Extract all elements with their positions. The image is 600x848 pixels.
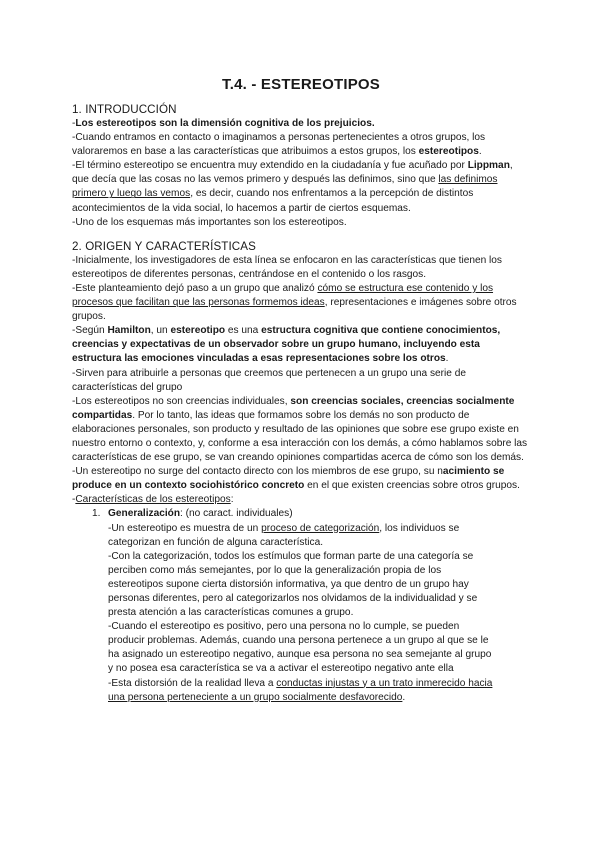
bold-text: estereotipos	[418, 146, 479, 158]
underlined-text: las definimos primero y luego las vemos	[72, 174, 498, 200]
paragraph: -Uno de los esquemas más importantes son los estereotipos.	[72, 216, 347, 228]
bold-text: estereotipo	[170, 325, 226, 337]
bold-text: Los estereotipos son la dimensión cognitiva de los prejuicios.	[75, 118, 375, 129]
text: -El término estereotipo se encuentra muy extendido en la ciudadanía y fue acuñado por	[72, 160, 468, 172]
text: , es decir, cuando nos enfrentamos a la percepción de distintos acontecimientos de la vida social, lo hacemos a partir de ciertos esquemas.	[72, 188, 474, 214]
underlined-text: cómo se estructura ese contenido y los procesos que facilitan que las personas formemos ideas	[72, 282, 494, 309]
paragraph	[72, 324, 530, 366]
paragraph	[72, 131, 530, 159]
bold-text: Hamilton	[107, 325, 151, 337]
paragraph	[72, 493, 530, 507]
text: , los individuos se categorizan en función de alguna característica.	[108, 522, 460, 548]
paragraph: -Sirven para atribuirle a personas que creemos que pertenecen a un grupo una serie de características del grupo	[72, 367, 466, 393]
text: -Un estereotipo no surge del contacto directo con los miembros de ese grupo, su n	[72, 466, 443, 478]
text: -Esta distorsión de la realidad lleva a	[108, 677, 277, 689]
text: -Un estereotipo es muestra de un	[108, 522, 262, 534]
underlined-text: Características de los estereotipos	[75, 494, 231, 506]
bold-text: acimiento se produce en un contexto sociohistórico concreto	[72, 466, 505, 492]
text: , representaciones e imágenes sobre otros grupos.	[72, 297, 517, 323]
paragraph: -Inicialmente, los investigadores de esta línea se enfocaron en las características que tienen los estereotipos de diferentes personas, centrándose en el contenido o los rasgos.	[72, 254, 502, 280]
text: -Este planteamiento dejó paso a un grupo que analizó	[72, 282, 318, 294]
list-item-body	[72, 522, 530, 705]
bold-text: estructura cognitiva que contiene conocimientos, creencias y expectativas de un observador sobre un grupo humano, incluyendo esta estructura las emociones vinculadas a esas representaciones sobre los otros	[72, 325, 501, 365]
text: en el que existen creencias sobre otros grupos.	[304, 480, 520, 492]
paragraph: -Cuando el estereotipo es positivo, pero una persona no lo cumple, se pueden producir problemas. Además, cuando una persona pertenece a un grupo al que se le ha asignado un estereotipo negativo, aunque esa persona no sea semejante al grupo y no posea esa característica se va a activar el estereotipo negativo ante ella	[108, 621, 492, 675]
text: -Los estereotipos no son creencias individuales,	[72, 395, 291, 407]
bold-text: Lippman	[467, 160, 510, 172]
text: -Cuando entramos en contacto o imaginamos a personas pertenecientes a otros grupos, los valoraremos en base a las características que atribuimos a estos grupos, los	[72, 132, 486, 158]
list-item	[72, 507, 530, 704]
underlined-text: conductas injustas y a un trato inmerecido hacia una persona perteneciente a un grupo socialmente desfavorecido	[108, 677, 493, 703]
text: . Por lo tanto, las ideas que formamos sobre los demás no son producto de elaboraciones personales, son producto y resultado de las opiniones que sobre ese grupo existe en nuestro entorno o contexto, y, conforme a esa interacción con los demás, a cómo hablamos sobre las características de ese grupo, se van creando opiniones compartidas acerca de cómo son los demás.	[72, 409, 528, 464]
bold-text: son creencias sociales, creencias socialmente compartidas	[72, 395, 515, 421]
text: -	[72, 118, 76, 129]
text: .	[445, 353, 449, 365]
text: es una	[225, 325, 262, 337]
text: -Según	[72, 325, 108, 337]
text: .	[402, 691, 406, 703]
paragraph	[72, 117, 530, 131]
paragraph	[72, 465, 530, 493]
paragraph	[72, 522, 530, 550]
text: :	[230, 494, 234, 506]
paragraph: -Con la categorización, todos los estímulos que forman parte de una categoría se perciben como más semejantes, por lo que la generalización propia de los estereotipos supone cierta distorsión informativa, ya que dentro de un grupo hay personas diferentes, pero al categorizarlos nos olvidamos de la individualidad y se presta atención a las características comunes a grupo.	[108, 550, 478, 619]
list-item-title: Generalización	[108, 508, 181, 520]
document-page	[72, 76, 530, 705]
text: , que decía que las cosas no las vemos primero y después las definimos, sino que	[72, 160, 513, 186]
section-heading-introduccion: 1. INTRODUCCIÓN	[72, 103, 177, 116]
paragraph	[72, 159, 530, 215]
paragraph	[72, 282, 530, 324]
section-heading-origen: 2. ORIGEN Y CARACTERÍSTICAS	[72, 239, 256, 253]
text: -	[72, 494, 76, 506]
list-item-note: : (no caract. individuales)	[180, 508, 293, 520]
characteristics-list	[72, 507, 530, 704]
list-number: 1.	[92, 508, 101, 520]
paragraph	[72, 677, 530, 705]
text: .	[478, 146, 482, 158]
paragraph	[72, 395, 530, 465]
text: , un	[150, 325, 171, 337]
document-title: T.4. - ESTEREOTIPOS	[222, 76, 380, 93]
underlined-text: proceso de categorización	[261, 522, 380, 534]
list-item-heading	[72, 507, 530, 521]
